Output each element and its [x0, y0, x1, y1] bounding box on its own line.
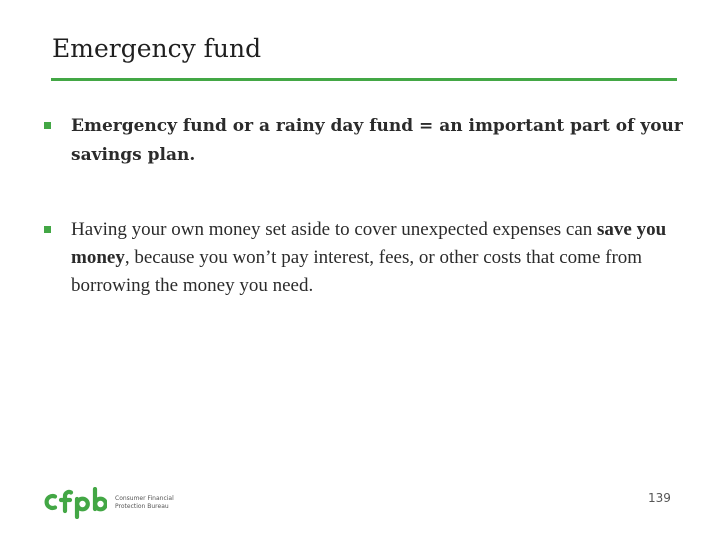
bullet-text-end: , because you won’t pay interest, fees, or other costs that come from borrowing the money you need.	[71, 247, 643, 296]
slide-title: Emergency fund	[52, 34, 262, 63]
cfpb-logo-wordmark-icon	[43, 487, 107, 519]
bullet-text: Emergency fund or a rainy day fund = an important part of your savings plan.	[71, 116, 683, 165]
cfpb-logo	[43, 487, 185, 519]
square-bullet-icon	[44, 122, 51, 129]
bullet-item	[44, 112, 684, 170]
title-divider	[51, 78, 677, 81]
page-number: 139	[648, 491, 671, 505]
square-bullet-icon	[44, 226, 51, 233]
bullet-item	[44, 216, 684, 300]
bullet-text-start: Having your own money set aside to cover unexpected expenses can	[71, 219, 598, 240]
bullet-emphasis: save you money	[71, 219, 667, 268]
bullet-list	[44, 112, 684, 300]
logo-caption: Consumer Financial Protection Bureau	[115, 495, 174, 510]
